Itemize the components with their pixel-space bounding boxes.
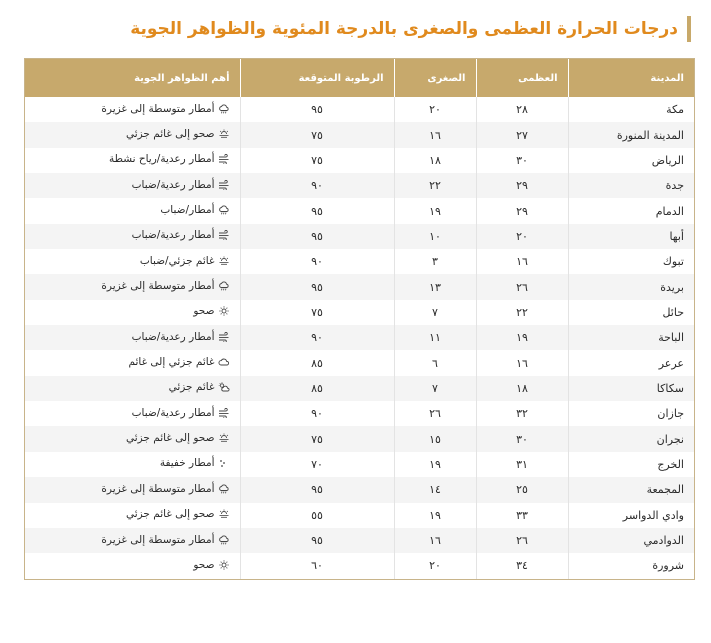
table-row (25, 376, 694, 401)
page-title: درجات الحرارة العظمى والصغرى بالدرجة المئوية والظواهر الجوية (130, 19, 678, 39)
rain-cloud-icon (218, 104, 230, 114)
wind-icon (218, 230, 230, 240)
sun-icon (218, 560, 230, 570)
table-row (25, 198, 694, 223)
cell-weather (25, 401, 240, 426)
cell-min-temp: ١٤ (394, 477, 476, 502)
wind-icon (218, 332, 230, 342)
weather-entry (101, 280, 229, 292)
cell-max-temp: ٢٠ (476, 224, 568, 249)
weather-entry (193, 559, 229, 571)
cell-weather (25, 249, 240, 274)
cell-max-temp: ٣٢ (476, 401, 568, 426)
cell-humidity: ٩٥ (240, 224, 394, 249)
cell-weather (25, 148, 240, 173)
cell-weather (25, 224, 240, 249)
weather-text: أمطار رعدية/ضباب (131, 406, 215, 419)
cell-humidity: ٩٠ (240, 249, 394, 274)
weather-entry (126, 432, 230, 444)
cell-humidity: ٩٥ (240, 528, 394, 553)
cell-min-temp: ١٩ (394, 198, 476, 223)
weather-text: أمطار متوسطة إلى غزيرة (101, 533, 215, 546)
cell-city: جازان (568, 401, 694, 426)
weather-text: أمطار رعدية/رياح نشطة (108, 153, 215, 166)
cell-max-temp: ٣١ (476, 452, 568, 477)
cell-weather (25, 173, 240, 198)
column-header-city: المدينة (568, 59, 694, 97)
rain-cloud-icon (218, 205, 230, 215)
cell-min-temp: ٢٠ (394, 553, 476, 578)
cell-weather (25, 503, 240, 528)
cell-min-temp: ١٩ (394, 452, 476, 477)
cell-max-temp: ١٦ (476, 249, 568, 274)
cloud-icon (218, 357, 230, 367)
weather-entry (126, 508, 230, 520)
cell-weather (25, 325, 240, 350)
column-header-min: الصغرى (394, 59, 476, 97)
cell-humidity: ٩٥ (240, 274, 394, 299)
column-header-weather: أهم الظواهر الجوية (25, 59, 240, 97)
cell-min-temp: ١٠ (394, 224, 476, 249)
cell-min-temp: ٢٦ (394, 401, 476, 426)
weather-text: صحو إلى غائم جزئي (125, 508, 215, 521)
weather-entry (101, 534, 229, 546)
table-row (25, 452, 694, 477)
cell-min-temp: ٣ (394, 249, 476, 274)
cell-city: المدينة المنورة (568, 122, 694, 147)
cell-humidity: ٩٥ (240, 477, 394, 502)
weather-entry (160, 457, 230, 469)
cell-city: الخرج (568, 452, 694, 477)
rain-cloud-icon (218, 281, 230, 291)
cell-humidity: ٩٠ (240, 173, 394, 198)
weather-text: صحو إلى غائم جزئي (125, 128, 215, 141)
wind-icon (218, 154, 230, 164)
cell-humidity: ٧٠ (240, 452, 394, 477)
table-row (25, 350, 694, 375)
weather-entry (101, 483, 229, 495)
cell-max-temp: ٣٤ (476, 553, 568, 578)
weather-table-frame (24, 58, 695, 580)
cell-city: الدوادمي (568, 528, 694, 553)
cell-humidity: ٥٥ (240, 503, 394, 528)
weather-text: أمطار متوسطة إلى غزيرة (101, 280, 215, 293)
weather-entry (126, 128, 230, 140)
table-row (25, 553, 694, 578)
cell-weather (25, 198, 240, 223)
cell-city: جدة (568, 173, 694, 198)
rain-cloud-icon (218, 535, 230, 545)
cell-city: الرياض (568, 148, 694, 173)
table-row (25, 122, 694, 147)
weather-table (25, 59, 694, 579)
cell-humidity: ٩٥ (240, 198, 394, 223)
table-row (25, 300, 694, 325)
cell-min-temp: ٧ (394, 376, 476, 401)
title-accent-bar (687, 16, 691, 42)
cell-city: وادي الدواسر (568, 503, 694, 528)
weather-text: أمطار متوسطة إلى غزيرة (101, 482, 215, 495)
cell-max-temp: ٢٥ (476, 477, 568, 502)
cell-max-temp: ١٦ (476, 350, 568, 375)
cell-min-temp: ١٦ (394, 122, 476, 147)
weather-text: صحو إلى غائم جزئي (125, 432, 215, 445)
cell-city: الدمام (568, 198, 694, 223)
cell-max-temp: ٢٩ (476, 198, 568, 223)
cell-city: شرورة (568, 553, 694, 578)
cell-weather (25, 376, 240, 401)
cell-city: أبها (568, 224, 694, 249)
cell-max-temp: ٢٦ (476, 528, 568, 553)
cell-min-temp: ٢٠ (394, 97, 476, 122)
cell-humidity: ٨٥ (240, 350, 394, 375)
cell-weather (25, 553, 240, 578)
cell-min-temp: ٧ (394, 300, 476, 325)
weather-entry (101, 103, 229, 115)
weather-text: غائم جزئي/ضباب (139, 254, 215, 267)
sun-icon (218, 306, 230, 316)
cell-weather (25, 300, 240, 325)
cell-max-temp: ٣٠ (476, 426, 568, 451)
cell-city: بريدة (568, 274, 694, 299)
table-row (25, 426, 694, 451)
cell-min-temp: ١٦ (394, 528, 476, 553)
cell-city: المجمعة (568, 477, 694, 502)
cell-min-temp: ١٥ (394, 426, 476, 451)
cell-max-temp: ٢٩ (476, 173, 568, 198)
weather-text: أمطار رعدية/ضباب (131, 178, 215, 191)
table-row (25, 249, 694, 274)
cell-min-temp: ٦ (394, 350, 476, 375)
cell-max-temp: ١٨ (476, 376, 568, 401)
cell-humidity: ٩٥ (240, 97, 394, 122)
weather-entry (109, 153, 230, 165)
weather-text: صحو (193, 305, 215, 318)
partly-cloudy-icon (218, 382, 230, 392)
cell-max-temp: ١٩ (476, 325, 568, 350)
cell-weather (25, 477, 240, 502)
cell-city: نجران (568, 426, 694, 451)
table-header-row (25, 59, 694, 97)
weather-entry (132, 229, 230, 241)
table-row (25, 148, 694, 173)
sun-haze-icon (218, 129, 230, 139)
cell-weather (25, 274, 240, 299)
column-header-humidity: الرطوبة المتوقعة (240, 59, 394, 97)
cell-max-temp: ٣٣ (476, 503, 568, 528)
cell-humidity: ٩٠ (240, 325, 394, 350)
weather-text: أمطار رعدية/ضباب (131, 229, 215, 242)
weather-entry (128, 356, 229, 368)
weather-entry (132, 407, 230, 419)
weather-entry (132, 331, 230, 343)
cell-max-temp: ٢٦ (476, 274, 568, 299)
cell-humidity: ٧٥ (240, 148, 394, 173)
cell-humidity: ٧٥ (240, 426, 394, 451)
weather-text: غائم جزئي إلى غائم (128, 356, 215, 369)
table-row (25, 477, 694, 502)
weather-text: غائم جزئي (168, 381, 215, 394)
weather-text: أمطار متوسطة إلى غزيرة (101, 102, 215, 115)
cell-max-temp: ٢٢ (476, 300, 568, 325)
weather-text: صحو (193, 558, 215, 571)
wind-icon (218, 180, 230, 190)
table-row (25, 401, 694, 426)
table-row (25, 97, 694, 122)
cell-humidity: ٦٠ (240, 553, 394, 578)
cell-humidity: ٩٠ (240, 401, 394, 426)
cell-city: تبوك (568, 249, 694, 274)
weather-entry (160, 204, 229, 216)
table-body (25, 97, 694, 579)
cell-min-temp: ١٨ (394, 148, 476, 173)
cell-max-temp: ٢٧ (476, 122, 568, 147)
table-row (25, 224, 694, 249)
table-row (25, 528, 694, 553)
table-row (25, 274, 694, 299)
cell-max-temp: ٢٨ (476, 97, 568, 122)
cell-min-temp: ١١ (394, 325, 476, 350)
cell-city: مكة (568, 97, 694, 122)
cell-min-temp: ١٣ (394, 274, 476, 299)
table-row (25, 173, 694, 198)
cell-city: حائل (568, 300, 694, 325)
cell-max-temp: ٣٠ (476, 148, 568, 173)
drizzle-icon (218, 458, 230, 468)
cell-min-temp: ٢٢ (394, 173, 476, 198)
weather-entry (169, 381, 230, 393)
cell-humidity: ٧٥ (240, 122, 394, 147)
weather-entry (132, 179, 230, 191)
sun-haze-icon (218, 256, 230, 266)
cell-humidity: ٧٥ (240, 300, 394, 325)
cell-weather (25, 426, 240, 451)
weather-entry (140, 255, 230, 267)
weather-text: أمطار رعدية/ضباب (131, 330, 215, 343)
cell-min-temp: ١٩ (394, 503, 476, 528)
cell-weather (25, 122, 240, 147)
weather-entry (193, 305, 229, 317)
cell-city: عرعر (568, 350, 694, 375)
weather-text: أمطار خفيفة (159, 457, 215, 470)
sun-haze-icon (218, 433, 230, 443)
weather-text: أمطار/ضباب (160, 204, 215, 217)
cell-humidity: ٨٥ (240, 376, 394, 401)
table-row (25, 503, 694, 528)
column-header-max: العظمى (476, 59, 568, 97)
cell-weather (25, 350, 240, 375)
cell-weather (25, 528, 240, 553)
wind-icon (218, 408, 230, 418)
cell-weather (25, 452, 240, 477)
cell-city: سكاكا (568, 376, 694, 401)
table-row (25, 325, 694, 350)
rain-cloud-icon (218, 484, 230, 494)
title-block (130, 14, 691, 44)
sun-haze-icon (218, 509, 230, 519)
cell-weather (25, 97, 240, 122)
cell-city: الباحة (568, 325, 694, 350)
